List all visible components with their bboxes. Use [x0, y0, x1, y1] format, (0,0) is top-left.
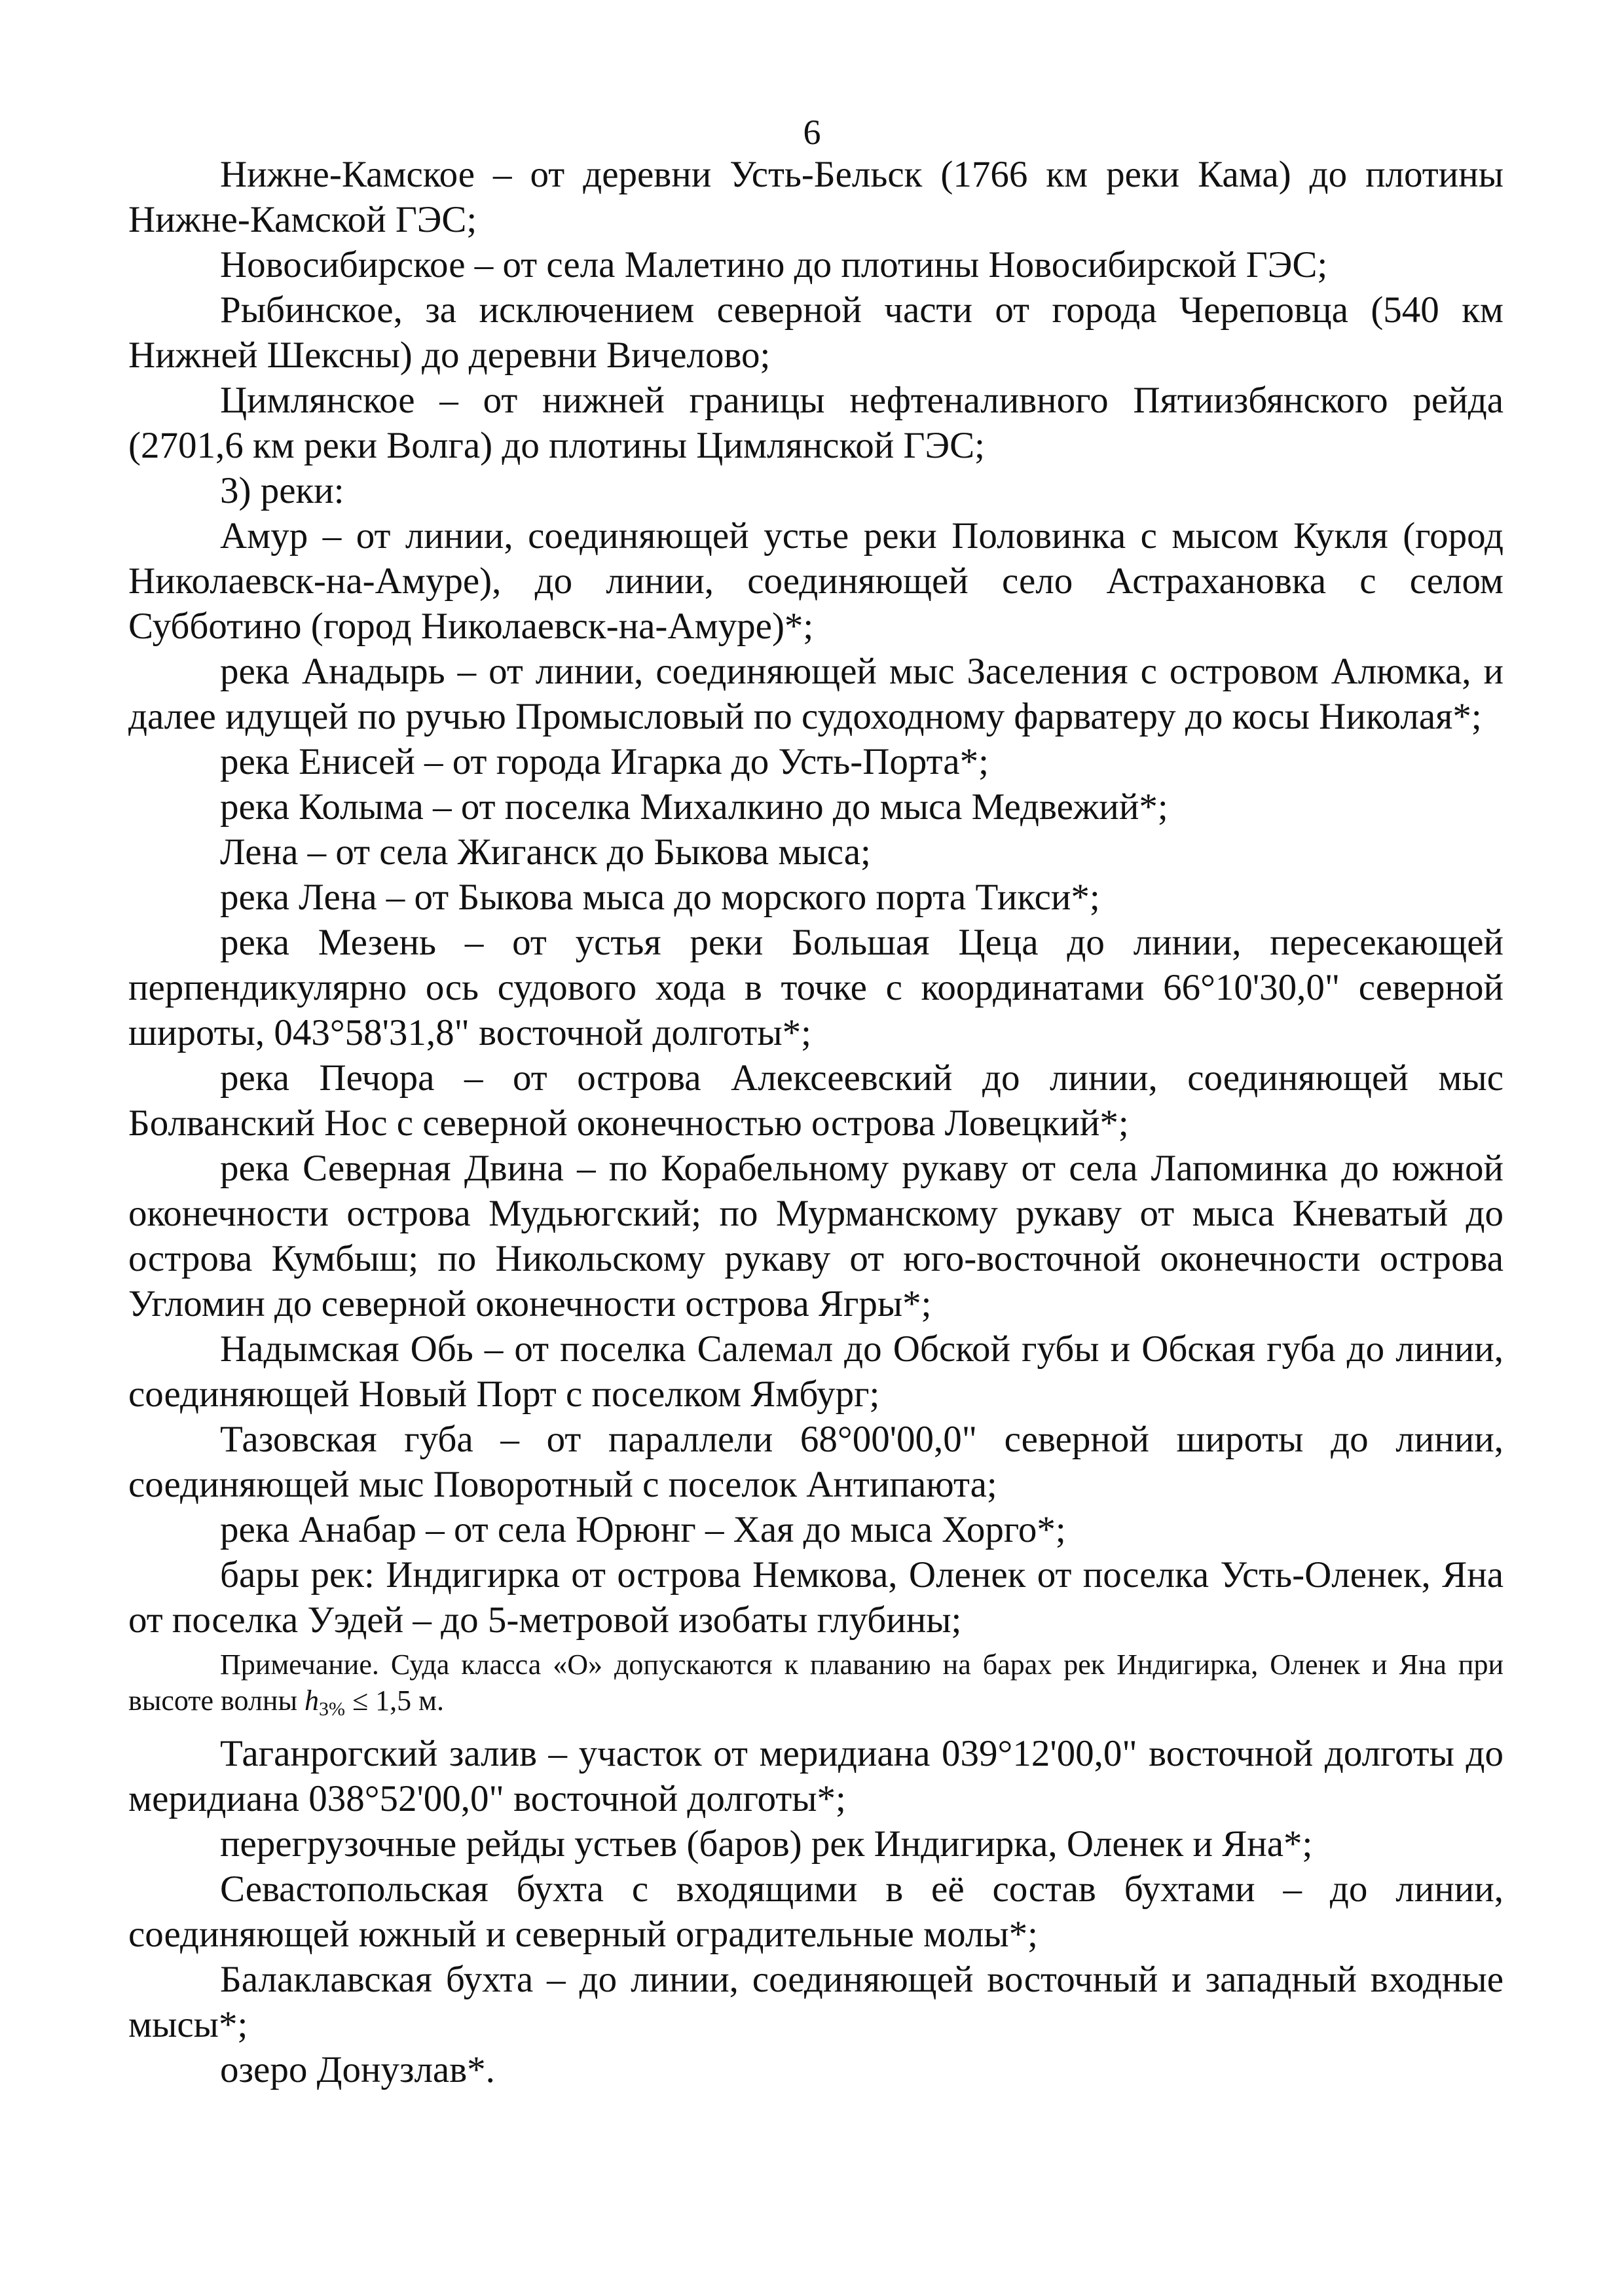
- paragraph: Балаклавская бухта – до линии, соединяющей восточный и западный входные мысы*;: [128, 1959, 1504, 2045]
- paragraph: река Колыма – от поселка Михалкино до мыса Медвежий*;: [220, 786, 1168, 828]
- note-text-end: ≤ 1,5 м.: [345, 1685, 445, 1717]
- note-h-symbol: h: [304, 1685, 320, 1717]
- paragraph: река Северная Двина – по Корабельному рукаву от села Лапоминка до южной оконечности острова Мудьюгский; по Мурманскому рукаву от мыса Кневатый до острова Кумбыш; по Никольскому рукаву от юго-восточной оконечности острова Угломин до северной оконечности острова Ягры*;: [128, 1148, 1504, 1324]
- paragraph: река Печора – от острова Алексеевский до линии, соединяющей мыс Болванский Нос с северной оконечностью острова Ловецкий*;: [128, 1057, 1504, 1144]
- paragraph: Севастопольская бухта с входящими в её состав бухтами – до линии, соединяющей южный и северный оградительные молы*;: [128, 1868, 1504, 1955]
- paragraph: река Енисей – от города Игарка до Усть-Порта*;: [220, 741, 989, 782]
- paragraph: Тазовская губа – от параллели 68°00'00,0" северной широты до линии, соединяющей мыс Поворотный с поселок Антипаюта;: [128, 1419, 1504, 1505]
- section-heading: 3) реки:: [220, 470, 344, 511]
- note-text: Примечание. Суда класса «О» допускаются к плаванию на барах рек Индигирка, Оленек и Яна при высоте волны: [128, 1649, 1504, 1717]
- document-body: [128, 152, 1504, 2092]
- note: [128, 1647, 1504, 1727]
- paragraph: Рыбинское, за исключением северной части от города Череповца (540 км Нижней Шексны) до деревни Вичелово;: [128, 289, 1504, 376]
- paragraph: река Анадырь – от линии, соединяющей мыс Заселения с островом Алюмка, и далее идущей по ручью Промысловый по судоходному фарватеру до косы Николая*;: [128, 651, 1504, 737]
- paragraph: Цимлянское – от нижней границы нефтеналивного Пятиизбянского рейда (2701,6 км реки Волга) до плотины Цимлянской ГЭС;: [128, 380, 1504, 466]
- paragraph: бары рек: Индигирка от острова Немкова, Оленек от поселка Усть-Оленек, Яна от поселка Уэдей – до 5-метровой изобаты глубины;: [128, 1554, 1504, 1641]
- paragraph: Таганрогский залив – участок от меридиана 039°12'00,0" восточной долготы до меридиана 038°52'00,0" восточной долготы*;: [128, 1733, 1504, 1819]
- page-number: 6: [803, 113, 821, 152]
- paragraph: река Мезень – от устья реки Большая Цеца до линии, пересекающей перпендикулярно ось судового хода в точке с координатами 66°10'30,0" северной широты, 043°58'31,8" восточной долготы*;: [128, 922, 1504, 1053]
- paragraph: река Лена – от Быкова мыса до морского порта Тикси*;: [220, 877, 1100, 918]
- paragraph: озеро Донузлав*.: [220, 2049, 495, 2090]
- paragraph: река Анабар – от села Юрюнг – Хая до мыса Хорго*;: [220, 1509, 1066, 1550]
- paragraph: Лена – от села Жиганск до Быкова мыса;: [220, 831, 871, 873]
- paragraph: Амур – от линии, соединяющей устье реки Половинка с мысом Кукля (город Николаевск-на-Амуре), до линии, соединяющей село Астрахановка с селом Субботино (город Николаевск-на-Амуре)*;: [128, 515, 1504, 647]
- paragraph: Новосибирское – от села Малетино до плотины Новосибирской ГЭС;: [220, 244, 1328, 285]
- paragraph: Надымская Обь – от поселка Салемал до Обской губы и Обская губа до линии, соединяющей Новый Порт с поселком Ямбург;: [128, 1328, 1504, 1415]
- paragraph: Нижне-Камское – от деревни Усть-Бельск (1766 км реки Кама) до плотины Нижне-Камской ГЭС;: [128, 154, 1504, 240]
- note-h-subscript: 3%: [319, 1698, 346, 1720]
- paragraph: перегрузочные рейды устьев (баров) рек Индигирка, Оленек и Яна*;: [220, 1823, 1313, 1865]
